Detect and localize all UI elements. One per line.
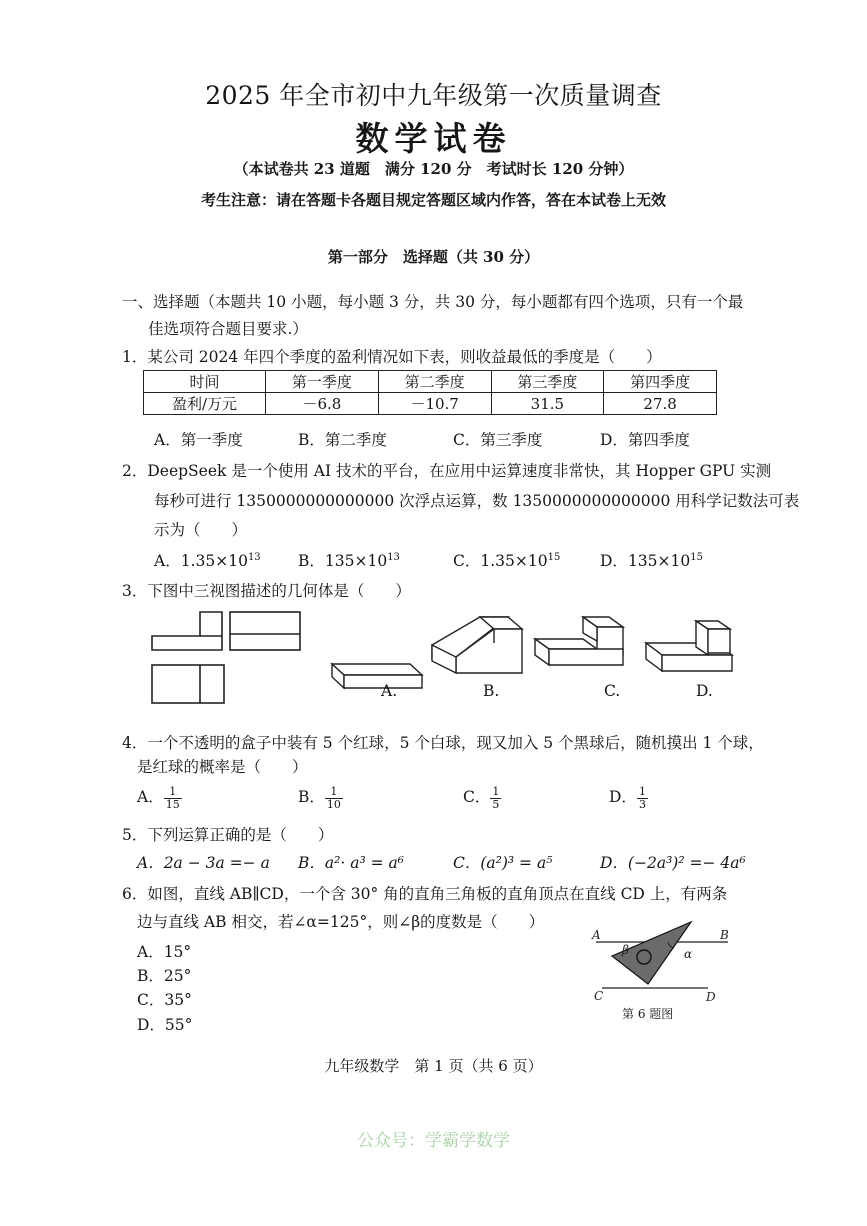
table-cell: －6.8 [266,393,379,415]
q2-option-d [600,549,703,571]
solid-option-c [533,615,628,677]
table-cell: 盈利/万元 [144,393,266,415]
q1-option-b: B．第二季度 [298,431,387,449]
table-header-cell: 第三季度 [491,371,604,393]
option-label: B． [298,788,325,806]
solid-label-b: B. [483,682,500,700]
exam-subject: 数学试卷 [355,119,512,158]
q2-line1: 2．DeepSeek 是一个使用 AI 技术的平台，在应用中运算速度非常快，其 Hopper GPU 实测 [122,462,772,480]
q6-figure [590,918,745,1003]
fraction [490,786,501,811]
solid-label-d: D. [696,682,713,700]
angle-alpha-label: α [684,947,693,961]
watermark: 公众号：学霸学数学 [357,1131,510,1151]
solid-option-d [644,615,739,677]
solid-option-a [330,660,425,690]
option-label: D． [600,552,628,570]
q6-option-b: B．25° [137,967,192,985]
fraction [325,786,343,811]
q6-option-c: C．35° [137,991,192,1009]
option-exponent: 13 [247,551,261,563]
angle-beta-label: β [622,943,629,957]
section-intro-line2: 佳选项符合题目要求.） [148,320,308,338]
side-view [230,612,300,650]
q4-line1: 4．一个不透明的盒子中装有 5 个红球，5 个白球，现又加入 5 个黑球后，随机摸出 1 个球， [122,734,764,752]
q2-line2: 每秒可进行 1350000000000000 次浮点运算，数 1350000000000000 用科学记数法可表 [154,492,800,510]
q4-option-b [298,785,343,811]
numerator: 1 [325,786,343,799]
q4-option-c [463,785,501,811]
table-cell: －10.7 [378,393,491,415]
q3-stem: 3．下图中三视图描述的几何体是（ ） [122,582,411,600]
q6-option-d: D．55° [137,1016,193,1034]
option-label: D． [609,788,637,806]
table-header-cell: 第一季度 [266,371,379,393]
denominator: 5 [492,797,500,811]
point-b-label: B [720,928,729,942]
table-header-cell: 第二季度 [378,371,491,393]
exam-title: 2025 年全市初中九年级第一次质量调查 [205,81,662,110]
option-label: A． [154,552,181,570]
q5-stem: 5．下列运算正确的是（ ） [122,826,334,844]
q5-option-b: B．a²· a³ = a⁶ [298,854,404,872]
q2-option-a [154,549,261,571]
exam-notice: 考生注意：请在答题卡各题目规定答题区域内作答，答在本试卷上无效 [200,191,666,209]
option-base: 1.35×10 [480,552,548,570]
exam-meta: （本试卷共 23 道题 满分 120 分 考试时长 120 分钟） [233,160,634,178]
q6-line1: 6．如图，直线 AB∥CD，一个含 30° 角的直角三角板的直角顶点在直线 CD 上，有两条 [122,885,728,903]
table-header-cell: 第四季度 [604,371,717,393]
q2-option-b [298,549,400,571]
option-label: B． [298,552,325,570]
numerator: 1 [164,786,182,799]
denominator: 10 [326,797,341,811]
option-exponent: 15 [547,551,561,563]
solid-label-c: C. [604,682,621,700]
denominator: 3 [638,797,646,811]
q6-line2: 边与直线 AB 相交，若∠α=125°，则∠β的度数是（ ） [137,913,545,931]
option-base: 1.35×10 [180,552,248,570]
point-a-label: A [592,928,601,942]
q6-figure-caption: 第 6 题图 [622,1007,674,1021]
q1-option-a: A．第一季度 [154,431,243,449]
table-cell: 31.5 [491,393,604,415]
q6-option-a: A．15° [137,943,192,961]
q2-line3: 示为（ ） [154,521,248,539]
front-view [152,612,222,650]
option-label: C． [463,788,491,806]
profit-table [143,370,717,415]
table-cell: 27.8 [604,393,717,415]
option-exponent: 13 [387,551,400,563]
solid-option-b [430,615,525,677]
numerator: 1 [638,784,646,798]
point-c-label: C [594,989,604,1003]
table-header-row [144,371,717,393]
q4-option-d [609,785,648,811]
top-view [152,665,224,703]
option-base: 135×10 [324,552,388,570]
option-label: A． [137,788,164,806]
q1-option-d: D．第四季度 [600,431,690,449]
numerator: 1 [492,784,500,798]
q1-stem: 1．某公司 2024 年四个季度的盈利情况如下表，则收益最低的季度是（ ） [122,348,662,366]
three-views-figure [150,610,310,705]
table-header-cell: 时间 [144,371,266,393]
q5-option-c: C．(a²)³ = a⁵ [453,854,553,872]
option-base: 135×10 [627,552,691,570]
fraction [164,786,182,811]
q4-option-a [137,785,182,811]
q2-option-c [453,549,560,571]
q5-option-d: D．(−2a³)² =− 4a⁶ [600,854,746,872]
point-d-label: D [706,990,716,1004]
section-intro-line1: 一、选择题（本题共 10 小题，每小题 3 分，共 30 分，每小题都有四个选项，只有一个最 [122,293,744,311]
denominator: 15 [165,797,180,811]
fraction [637,786,648,811]
table-row [144,393,717,415]
page-footer: 九年级数学 第 1 页（共 6 页） [324,1057,543,1075]
option-label: C． [453,552,481,570]
q4-line2: 是红球的概率是（ ） [137,758,308,776]
q1-option-c: C．第三季度 [453,431,543,449]
q5-option-a: A．2a − 3a =− a [137,854,270,872]
solid-label-a: A. [381,682,398,700]
part-heading: 第一部分 选择题（共 30 分） [327,248,540,266]
option-exponent: 15 [690,551,703,563]
